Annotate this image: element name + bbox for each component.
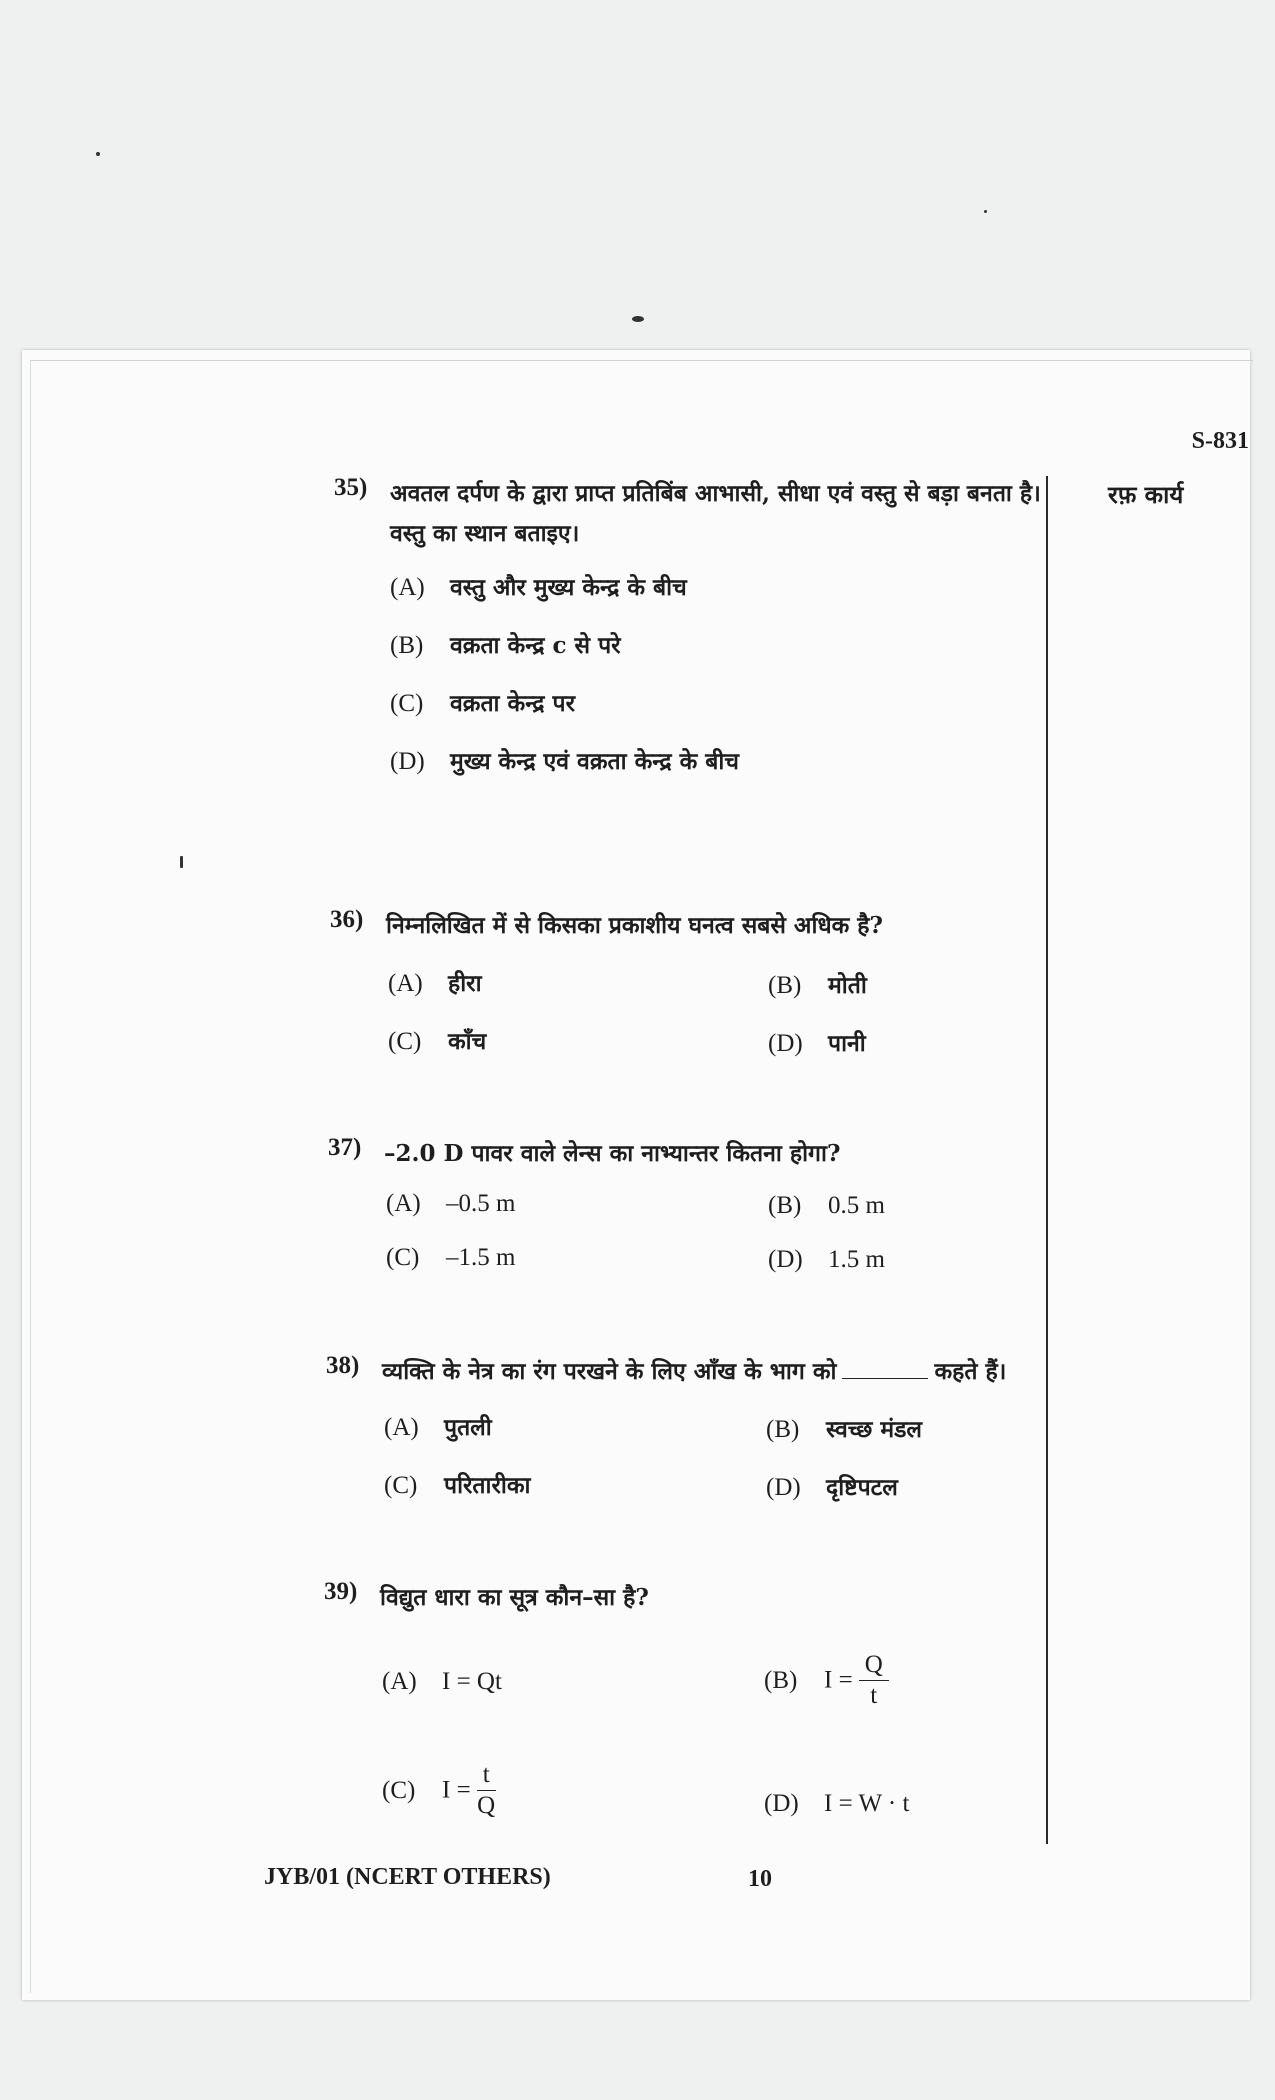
option-text: दृष्टिपटल [826,1474,898,1501]
option-letter: (A) [382,1668,417,1695]
option-text: 1.5 m [828,1246,885,1273]
option-letter: (B) [768,972,802,999]
option-c[interactable] [390,686,575,718]
fraction-denominator: t [870,1682,878,1709]
option-text: वक्रता केन्द्र c से परे [450,632,621,659]
option-letter: (A) [386,1190,421,1217]
option-letter: (A) [390,574,425,601]
option-d[interactable] [390,744,739,776]
rough-work-label: रफ़ कार्य [1108,480,1184,509]
question-number: 35) [334,474,368,501]
question-36 [330,906,1040,950]
formula-lhs: I = [442,1776,471,1804]
scan-speck [632,316,644,322]
page-code: S-831 [1191,428,1249,454]
option-text: पानी [828,1030,866,1057]
question-text: निम्नलिखित में से किसका प्रकाशीय घनत्व सबसे अधिक है? [386,912,883,939]
fraction [859,1650,889,1711]
option-letter: (D) [766,1474,801,1501]
option-letter: (C) [388,1028,422,1055]
option-text: –1.5 m [446,1244,516,1271]
question-text: विद्युत धारा का सूत्र कौन–सा है? [380,1584,649,1611]
paper-code: JYB/01 (NCERT OTHERS) [264,1864,551,1890]
option-letter: (D) [390,748,425,775]
option-text: परितारीका [444,1472,531,1499]
option-a[interactable] [386,1190,515,1218]
fraction-numerator: Q [859,1650,889,1681]
question-35 [334,474,1044,564]
option-letter: (B) [768,1192,802,1219]
option-text: हीरा [448,970,482,997]
option-text: काँच [448,1028,487,1055]
option-letter: (C) [386,1244,420,1271]
page-number: 10 [748,1866,772,1892]
question-37 [328,1134,1038,1178]
scan-speck [984,210,987,213]
option-b[interactable] [768,1192,885,1220]
option-c[interactable] [386,1244,515,1272]
question-number: 36) [330,906,364,933]
option-formula: I = W · t [824,1790,910,1817]
question-39 [324,1578,1034,1622]
option-letter: (B) [764,1666,798,1694]
fraction-numerator: t [477,1760,496,1791]
option-a[interactable] [388,966,482,998]
option-a[interactable] [384,1410,492,1442]
option-letter: (C) [390,690,424,717]
scan-speck [180,856,183,868]
question-text-after: कहते हैं। [934,1358,1007,1385]
option-letter: (A) [384,1414,419,1441]
formula-lhs: I = [824,1666,853,1694]
option-b[interactable] [390,628,621,660]
option-text: स्वच्छ मंडल [826,1416,922,1443]
option-letter: (D) [768,1246,803,1273]
option-text: मोती [828,972,867,999]
option-letter: (D) [768,1030,803,1057]
question-text: अवतल दर्पण के द्वारा प्राप्त प्रतिबिंब आभासी, सीधा एवं वस्तु से बड़ा बनता है। वस्तु का स्थान बताइए। [390,480,1041,547]
fraction [477,1760,496,1821]
question-number: 37) [328,1134,362,1161]
option-letter: (C) [382,1776,416,1804]
option-letter: (D) [764,1790,799,1817]
option-c[interactable] [382,1760,496,1821]
option-text: वस्तु और मुख्य केन्द्र के बीच [450,574,687,601]
option-a[interactable] [382,1668,502,1696]
question-number: 39) [324,1578,358,1605]
question-38 [326,1352,1056,1396]
option-d[interactable] [766,1470,898,1502]
question-text-before: व्यक्ति के नेत्र का रंग परखने के लिए आँख के भाग को [382,1358,837,1385]
option-b[interactable] [768,968,867,1000]
scan-speck [96,152,100,156]
option-text: वक्रता केन्द्र पर [450,690,575,717]
option-formula: I = Qt [442,1668,502,1695]
option-b[interactable] [766,1412,922,1444]
option-text: –0.5 m [446,1190,516,1217]
option-a[interactable] [390,570,687,602]
fraction-denominator: Q [477,1792,496,1819]
option-text: पुतली [444,1414,492,1441]
option-letter: (C) [384,1472,418,1499]
fill-in-blank [842,1378,928,1379]
option-text: 0.5 m [828,1192,885,1219]
option-d[interactable] [764,1790,909,1818]
option-c[interactable] [384,1468,530,1500]
option-letter: (B) [390,632,424,659]
option-letter: (B) [766,1416,800,1443]
question-text: –2.0 D पावर वाले लेन्स का नाभ्यान्तर कितना होगा? [384,1140,841,1167]
option-b[interactable] [764,1650,889,1711]
option-d[interactable] [768,1026,866,1058]
option-d[interactable] [768,1246,885,1274]
rough-work-divider [1046,476,1048,1844]
option-c[interactable] [388,1024,486,1056]
question-text [382,1352,1006,1392]
option-text: मुख्य केन्द्र एवं वक्रता केन्द्र के बीच [450,748,739,775]
question-number: 38) [326,1352,360,1379]
option-letter: (A) [388,970,423,997]
